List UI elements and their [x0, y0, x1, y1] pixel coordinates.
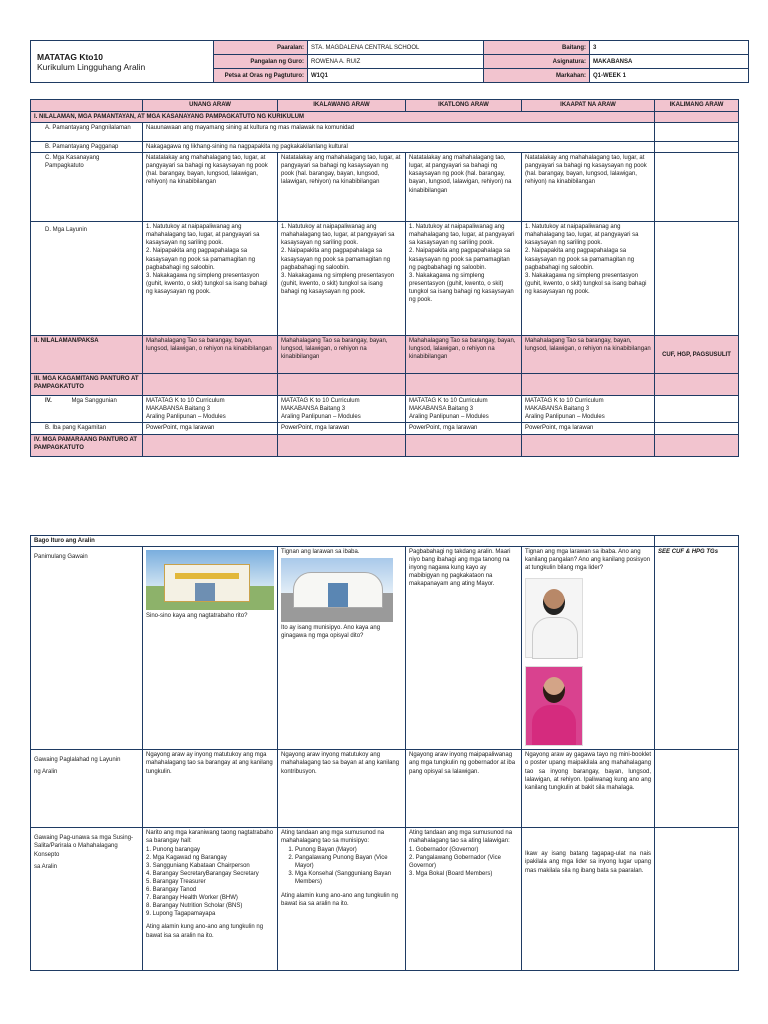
header-table [30, 40, 749, 83]
pag-unawa-day-3 [406, 828, 522, 971]
list-item: 9. Lupong Tagapamayapa [146, 911, 216, 918]
kagamitan-day-2: PowerPoint, mga larawan [278, 423, 406, 434]
official-portrait-male [525, 578, 583, 658]
section-1-filler [655, 112, 739, 123]
paglalahad-day-2: Ngayong araw inyong matutukoy ang mahahalagang tao sa bayan at ang kanilang kontribusyon. [278, 750, 406, 828]
kagamitan-day-1: PowerPoint, mga larawan [143, 423, 278, 434]
empty-cell [655, 434, 739, 456]
kasanayang-pampagkatuto-label: C. Mga Kasanayang Pampagkatuto [31, 153, 143, 222]
layunin-item: 1. Natutukoy at naipapaliwanag ang mahahalagang tao, lugar, at pangyayari sa kasaysayan ng sariling pook. [146, 224, 260, 247]
empty-cell [522, 434, 655, 456]
sanggunian-line: Araling Panlipunan – Modules [146, 414, 226, 421]
pag-unawa-day-2 [278, 828, 406, 971]
paglalahad-day-1: Ngayong araw ay inyong matutukoy ang mga mahahalagang tao sa barangay at ang kanilang tungkulin. [143, 750, 278, 828]
empty-cell [655, 123, 739, 142]
guro-label: Pangalan ng Guro: [214, 55, 308, 69]
pamantayang-pangnilalaman-label: A. Pamantayang Pangnilalaman [31, 123, 143, 142]
layunin-item: 2. Naipapakita ang pagpapahalaga sa kasaysayan ng pook sa pamamagitan ng pagbabahagi ng saloobin. [525, 248, 635, 271]
kasanayan-day-2: Natatalakay ang mahahalagang tao, lugar, at pangyayari sa bahagi ng kasaysayan ng pook (hal. barangay, bayan, lungsod, lalawigan, rehiyon) na kinabibilangan [278, 153, 406, 222]
list-item: 2. Pangalawang Gobernador (Vice Governor) [409, 854, 501, 869]
paksa-day-1: Mahahalagang Tao sa barangay, bayan, lungsod, lalawigan, o rehiyon na kinabibilangan [143, 336, 278, 374]
panimulang-day-1-text: Sino-sino kaya ang nagtatrabaho rito? [146, 613, 248, 620]
pag-unawa-day-3-intro: Ating tandaan ang mga sumusunod na mahahalagang tao sa ating lalawigan: [409, 830, 513, 845]
panimulang-gawain-label: Panimulang Gawain [31, 547, 143, 750]
panimulang-day-1 [143, 547, 278, 750]
section-2-title: II. NILALAMAN/PAKSA [31, 336, 143, 374]
layunin-item: 1. Natutukoy at naipapaliwanag ang mahahalagang tao, lugar, at pangyayari sa kasaysayan ng sariling pook. [409, 224, 515, 247]
mga-layunin-label: D. Mga Layunin [31, 222, 143, 336]
list-item: 4. Barangay SecretaryBarangay Secretary [146, 870, 259, 877]
panimulang-day-4-text: Tignan ang mga larawan sa ibaba. Ano ang kanilang pangalan? Ano ang kanilang posisyon at tungkulin bilang mga lider? [525, 549, 651, 572]
kasanayan-day-3: Natatalakay ang mahahalagang tao, lugar, at pangyayari sa bahagi ng kasaysayan ng pook (hal. barangay, bayan, lungsod, lalawigan, rehiyon) na kinabibilangan [406, 153, 522, 222]
layunin-day-3 [406, 222, 522, 336]
layunin-item: 1. Natutukoy at naipapaliwanag ang mahahalagang tao, lugar, at pangyayari sa kasaysayan ng sariling pook. [281, 224, 395, 247]
header-title [31, 41, 214, 83]
paaralan-value: STA. MAGDALENA CENTRAL SCHOOL [308, 41, 484, 55]
list-item: 3. Mga Bokal (Board Members) [409, 870, 493, 877]
section-3-title: III. MGA KAGAMITANG PANTURO AT PAMPAGKATUTO [31, 374, 143, 396]
layunin-item: 2. Naipapakita ang pagpapahalaga sa kasaysayan ng pook sa pamamagitan ng pagbabahagi ng saloobin. [409, 248, 511, 271]
pag-unawa-label-line-1: Gawaing Pag-unawa sa mga Susing- Salita/Parirala o Mahahalagang Konsepto [34, 835, 134, 858]
paksa-day-5: CUF, HGP, PAGSUSULIT [655, 336, 739, 374]
kasanayan-day-1: Natatalakay ang mahahalagang tao, lugar, at pangyayari sa bahagi ng kasaysayan ng pook (hal. barangay, bayan, lungsod, lalawigan, rehiyon) na kinabibilangan [143, 153, 278, 222]
layunin-day-1 [143, 222, 278, 336]
empty-cell [278, 434, 406, 456]
kagamitan-day-3: PowerPoint, mga larawan [406, 423, 522, 434]
sanggunian-line: Araling Panlipunan – Modules [525, 414, 605, 421]
paglalahad-label-line-1: Gawaing Paglalahad ng Layunin [34, 757, 121, 764]
list-item: 8. Barangay Nutrition Scholar (BNS) [146, 903, 243, 910]
empty-cell [655, 396, 739, 423]
plan-table-lower [30, 535, 739, 971]
panimulang-day-4 [522, 547, 655, 750]
sanggunian-line: MAKABANSA Baitang 3 [281, 406, 346, 413]
munisipyo-image [281, 558, 393, 622]
empty-cell [655, 222, 739, 336]
layunin-item: 3. Nakakagawa ng simpleng presentasyon (guhit, kwento, o skit) tungkol sa isang bahagi ng kasaysayan ng pook. [281, 272, 395, 295]
sanggunian-line: MATATAG K to 10 Curriculum [525, 398, 604, 405]
baitang-value: 3 [590, 41, 749, 55]
pamantayang-pagganap-label: B. Pamantayang Pagganap [31, 142, 143, 153]
list-item: 3. Mga Konsehal (Sangguniang Bayan Members) [295, 870, 402, 886]
list-item: 7. Barangay Health Worker (BHW) [146, 895, 238, 902]
pag-unawa-day-1 [143, 828, 278, 971]
markahan-value: Q1-WEEK 1 [590, 69, 749, 83]
sanggunian-line: MAKABANSA Baitang 3 [409, 406, 474, 413]
guro-value: ROWENA A. RUIZ [308, 55, 484, 69]
panimulang-day-2 [278, 547, 406, 750]
list-item: 3. Sangguniang Kabataan Chairperson [146, 862, 250, 869]
empty-cell [278, 374, 406, 396]
asignatura-label: Asignatura: [484, 55, 590, 69]
day-4-header: IKAAPAT NA ARAW [522, 100, 655, 112]
paksa-day-4: Mahahalagang Tao sa barangay, bayan, lungsod, lalawigan, o rehiyon na kinabibilangan [522, 336, 655, 374]
day-3-header: IKATLONG ARAW [406, 100, 522, 112]
empty-cell [655, 142, 739, 153]
list-item: 2. Mga Kagawad ng Barangay [146, 854, 227, 861]
empty-cell [655, 536, 739, 547]
empty-cell [406, 434, 522, 456]
sanggunian-day-1 [143, 396, 278, 423]
list-item: 6. Barangay Tanod [146, 887, 197, 894]
panimulang-day-5: SEE CUF & HPG TGs [655, 547, 739, 750]
pag-unawa-label-line-2: sa Aralin [34, 863, 58, 870]
pamantayang-pangnilalaman-text: Nauunawaan ang mayamang sining at kultura ng mas malawak na komunidad [143, 123, 655, 142]
empty-cell [655, 423, 739, 434]
paaralan-label: Paaralan: [214, 41, 308, 55]
sanggunian-day-2 [278, 396, 406, 423]
markahan-label: Markahan: [484, 69, 590, 83]
mga-sanggunian-label [31, 396, 143, 423]
pag-unawa-day-2-outro: Ating alamin kung ano-ano ang tungkulin ng bawat isa sa aralin na ito. [281, 893, 399, 908]
layunin-day-2 [278, 222, 406, 336]
corner-cell [31, 100, 143, 112]
day-5-header: IKALIMANG ARAW [655, 100, 739, 112]
layunin-item: 2. Naipapakita ang pagpapahalaga sa kasaysayan ng pook sa pamamagitan ng pagbabahagi ng saloobin. [146, 248, 256, 271]
list-item: 1. Punong Bayan (Mayor) [295, 846, 402, 854]
pag-unawa-label [31, 828, 143, 971]
sanggunian-text: Mga Sanggunian [71, 398, 117, 405]
list-item: 1. Gobernador (Governor) [409, 846, 479, 853]
list-item: 5. Barangay Treasurer [146, 878, 206, 885]
pag-unawa-day-1-intro: Narito ang mga karaniwang taong nagtatrabaho sa barangay hall: [146, 830, 274, 845]
title-line-1: MATATAG Kto10 [37, 51, 103, 62]
sanggunian-line: Araling Panlipunan – Modules [281, 414, 361, 421]
petsa-label: Petsa at Oras ng Pagtuturo: [214, 69, 308, 83]
paksa-day-3: Mahahalagang Tao sa barangay, bayan, lungsod, lalawigan, o rehiyon na kinabibilangan [406, 336, 522, 374]
layunin-item: 3. Nakakagawa ng simpleng presentasyon (guhit, kwento, o skit) tungkol sa isang bahagi ng kasaysayan ng pook. [409, 272, 514, 304]
sanggunian-day-4 [522, 396, 655, 423]
section-4-title: IV. MGA PAMARAANG PANTURO AT PAMPAGKATUTO [31, 434, 143, 456]
official-portrait-female [525, 666, 583, 746]
panimulang-day-2-text-b: Ito ay isang munisipyo. Ano kaya ang ginagawa ng mga opisyal dito? [281, 625, 381, 640]
kagamitan-day-4: PowerPoint, mga larawan [522, 423, 655, 434]
day-2-header: IKALAWANG ARAW [278, 100, 406, 112]
layunin-item: 2. Naipapakita ang pagpapahalaga sa kasaysayan ng pook sa pamamagitan ng pagbabahagi ng saloobin. [281, 248, 391, 271]
bago-ituro-head: Bago Ituro ang Aralin [31, 536, 655, 547]
paglalahad-day-3: Ngayong araw inyong maipapaliwanag ang mga tungkulin ng gobernador at iba pang opisyal sa lalawigan. [406, 750, 522, 828]
title-line-2: Kurikulum Lingguhang Aralin [37, 61, 146, 72]
petsa-value: W1Q1 [308, 69, 484, 83]
panimulang-day-2-text-a: Tignan ang larawan sa ibaba. [281, 549, 360, 556]
paglalahad-label [31, 750, 143, 828]
asignatura-value: MAKABANSA [590, 55, 749, 69]
pamantayang-pagganap-text: Nakagagawa ng likhang-sining na nagpapakita ng pagkakakilanlang kultural [143, 142, 655, 153]
empty-cell [522, 374, 655, 396]
panimulang-day-3: Pagbabahagi ng takdang aralin. Maari niyo bang ibahagi ang mga tanong na inyong nagawa kung kayo ay mabibigyan ng pagkakataon na makapanayam ang ating Mayor. [406, 547, 522, 750]
empty-cell [655, 828, 739, 971]
section-1-title: I. NILALAMAN, MGA PAMANTAYAN, AT MGA KASANAYANG PAMPAGKATUTO NG KURIKULUM [31, 112, 655, 123]
list-item: 2. Pangalawang Punong Bayan (Vice Mayor) [295, 854, 402, 870]
layunin-item: 3. Nakakagawa ng simpleng presentasyon (guhit, kwento, o skit) tungkol sa isang bahagi ng kasaysayan ng pook. [525, 272, 647, 295]
sanggunian-line: MATATAG K to 10 Curriculum [409, 398, 488, 405]
empty-cell [143, 374, 278, 396]
paksa-day-2: Mahahalagang Tao sa barangay, bayan, lungsod, lalawigan, o rehiyon na kinabibilangan [278, 336, 406, 374]
sanggunian-day-3 [406, 396, 522, 423]
layunin-item: 3. Nakakagawa ng simpleng presentasyon (guhit, kwento, o skit) tungkol sa isang bahagi ng kasaysayan ng pook. [146, 272, 268, 295]
layunin-item: 1. Natutukoy at naipapaliwanag ang mahahalagang tao, lugar, at pangyayari sa kasaysayan ng sariling pook. [525, 224, 639, 247]
sanggunian-line: Araling Panlipunan – Modules [409, 414, 489, 421]
baitang-label: Baitang: [484, 41, 590, 55]
sanggunian-line: MATATAG K to 10 Curriculum [146, 398, 225, 405]
pag-unawa-day-1-outro: Ating alamin kung ano-ano ang tungkulin ng bawat isa sa aralin na ito. [146, 924, 264, 939]
sanggunian-number: IV. [45, 398, 52, 405]
empty-cell [655, 750, 739, 828]
list-item: 1. Punong barangay [146, 846, 201, 853]
empty-cell [143, 434, 278, 456]
plan-table-upper [30, 99, 739, 457]
pag-unawa-day-4: Ikaw ay isang batang tagapag-ulat na nais ipakilala ang mga lider sa inyong lugar upang mas makilala sila ng ibang bata sa paaralan. [522, 828, 655, 971]
paglalahad-label-line-2: ng Aralin [34, 769, 58, 776]
iba-pang-kagamitan-label: B. Iba pang Kagamitan [31, 423, 143, 434]
barangay-hall-image [146, 550, 274, 610]
kasanayan-day-4: Natatalakay ang mahahalagang tao, lugar, at pangyayari sa bahagi ng kasaysayan ng pook (hal. barangay, bayan, lungsod, lalawigan, rehiyon) na kinabibilangan [522, 153, 655, 222]
paglalahad-day-4: Ngayong araw ay gagawa tayo ng mini-booklet o poster upang maipakilala ang mahahalagang tao sa inyong barangay, bayan, lungsod, lalawigan, at rehiyon. Ipaliwanag kung ano ang kanilang tungkulin at bakit sila mahalaga. [522, 750, 655, 828]
empty-cell [655, 153, 739, 222]
layunin-day-4 [522, 222, 655, 336]
empty-cell [406, 374, 522, 396]
empty-cell [655, 374, 739, 396]
sanggunian-line: MAKABANSA Baitang 3 [525, 406, 590, 413]
sanggunian-line: MAKABANSA Baitang 3 [146, 406, 211, 413]
day-1-header: UNANG ARAW [143, 100, 278, 112]
pag-unawa-day-2-intro: Ating tandaan ang mga sumusunod na mahahalagang tao sa munisipyo: [281, 830, 385, 845]
sanggunian-line: MATATAG K to 10 Curriculum [281, 398, 360, 405]
